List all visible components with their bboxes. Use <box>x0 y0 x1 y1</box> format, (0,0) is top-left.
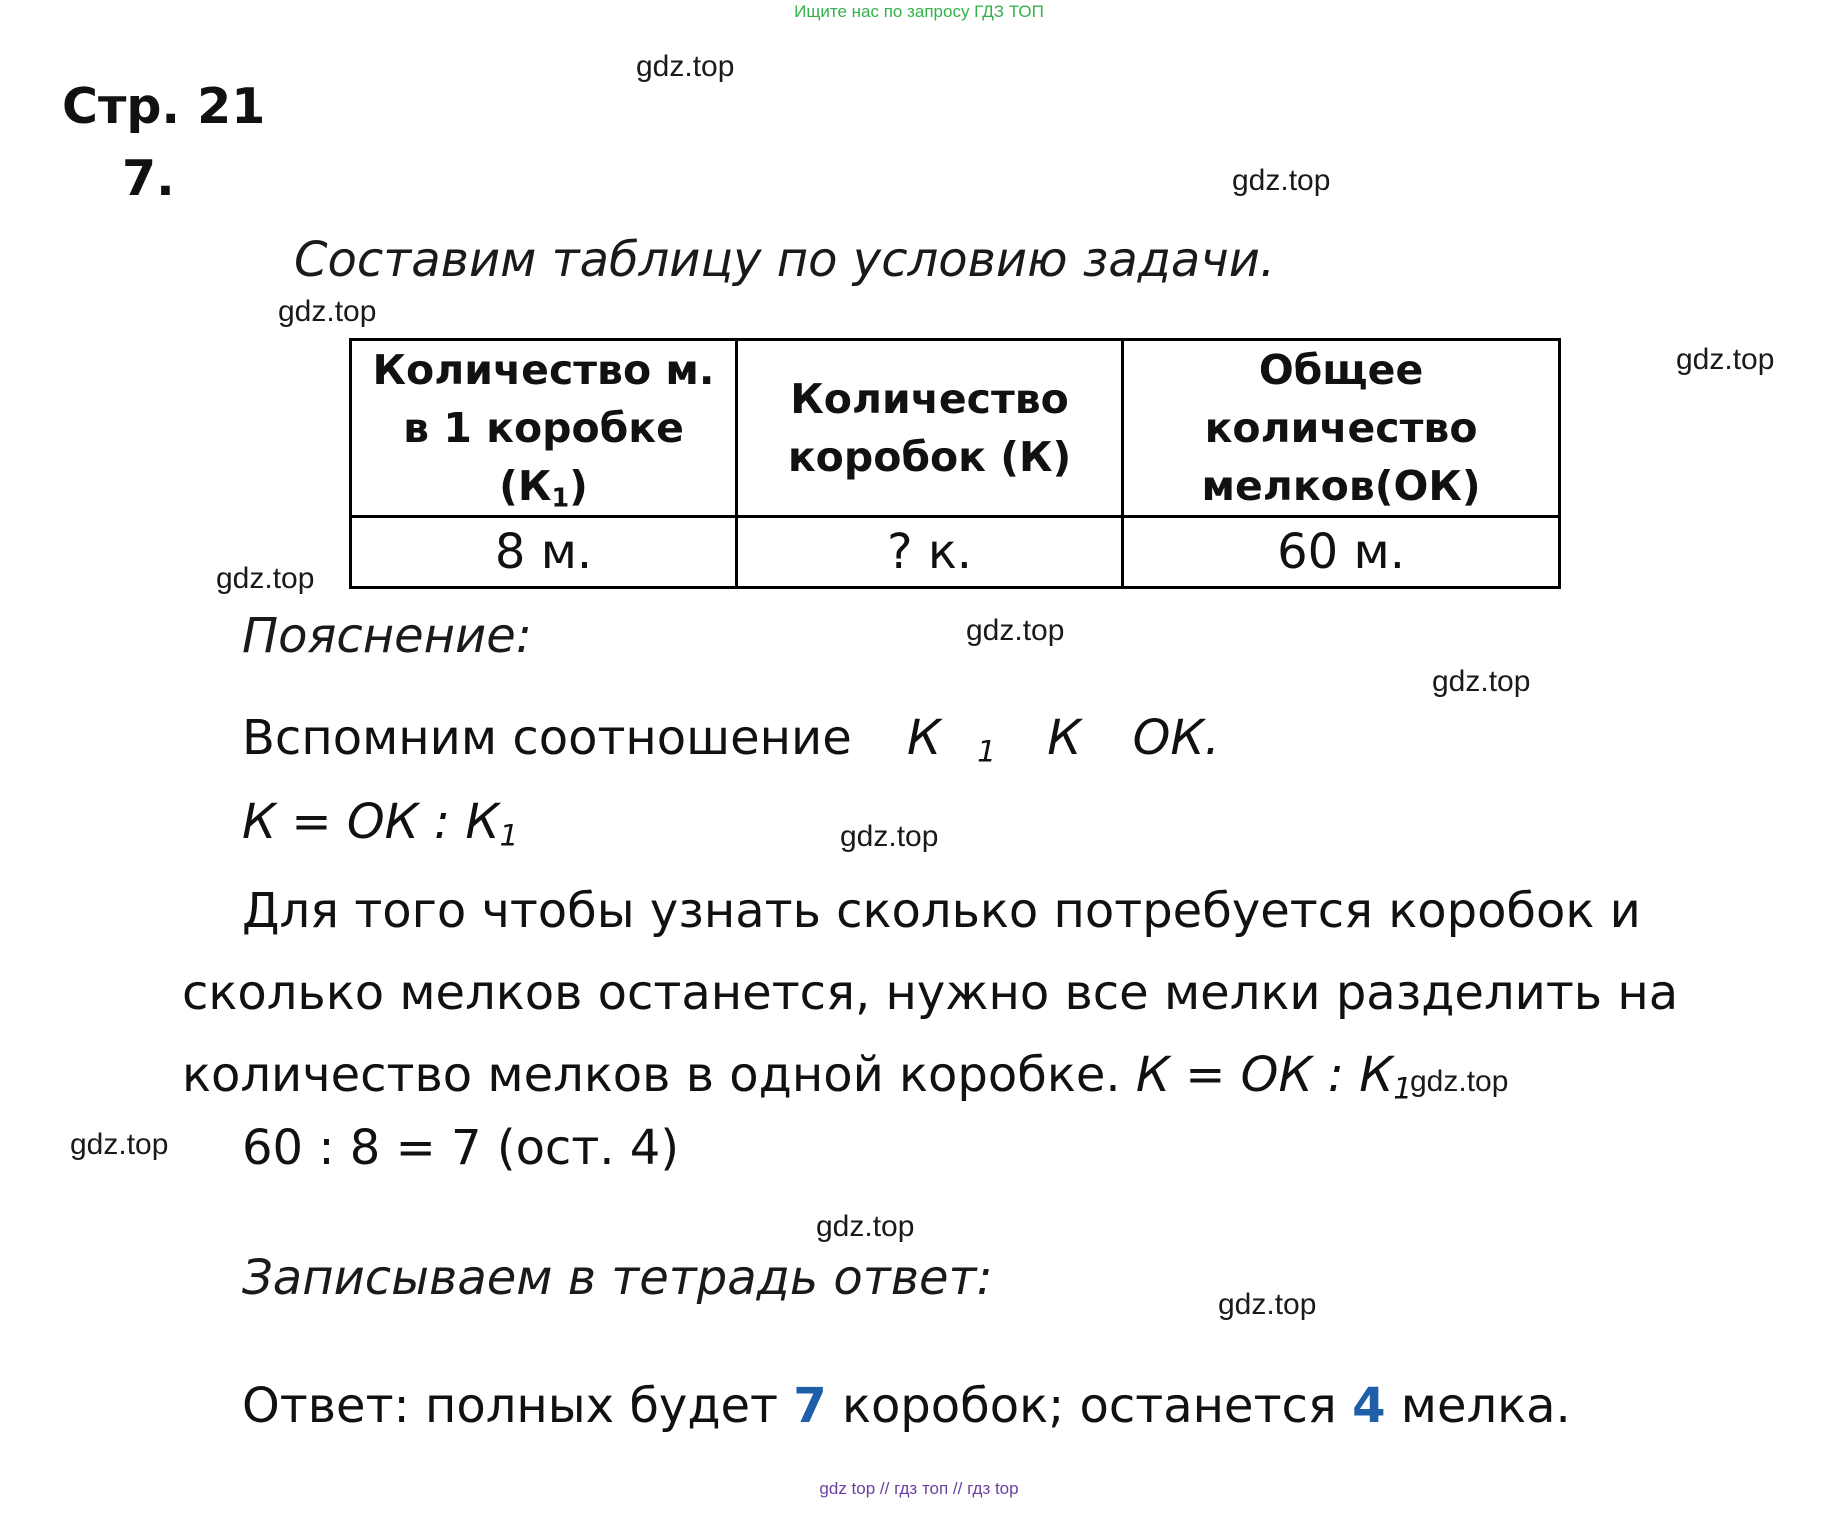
subscript: 1 <box>499 818 519 854</box>
table-header-cell <box>1123 340 1560 517</box>
page-reference: Стр. 21 <box>62 78 266 135</box>
watermark: gdz.top <box>1676 343 1775 376</box>
header-line: мелков(ОК) <box>1201 462 1481 510</box>
answer-text: мелка. <box>1385 1378 1571 1434</box>
answer-text: Ответ: полных будет <box>242 1378 794 1434</box>
header-line: Количество м. <box>372 346 715 394</box>
watermark: gdz.top <box>1218 1288 1317 1321</box>
header-line: Количество <box>790 375 1069 423</box>
explanation-title: Пояснение: <box>242 608 532 664</box>
paragraph-text: Для того чтобы узнать сколько потребуется коробок и сколько мелков останется, нужно все мелки разделить на количество мелков в одной коробке. <box>182 883 1679 1103</box>
top-search-banner[interactable]: Ищите нас по запросу ГДЗ ТОП <box>794 2 1044 21</box>
table-header-row <box>351 340 1560 517</box>
table-cell: 8 м. <box>351 517 737 588</box>
watermark: gdz.top <box>1410 1065 1509 1098</box>
table-header-cell <box>351 340 737 517</box>
header-line: коробок (К) <box>787 433 1072 481</box>
watermark: gdz.top <box>636 50 735 83</box>
answer-text: коробок; останется <box>826 1378 1353 1434</box>
answer-boxes-number: 7 <box>793 1378 827 1434</box>
table-row <box>351 517 1560 588</box>
watermark: gdz.top <box>966 614 1065 647</box>
watermark: gdz.top <box>278 295 377 328</box>
subscript: 1 <box>551 482 570 513</box>
formula <box>242 794 519 854</box>
watermark: gdz.top <box>1432 665 1531 698</box>
write-answer-title: Записываем в тетрадь ответ: <box>242 1250 993 1306</box>
subscript: 1 <box>1393 1071 1413 1107</box>
relation-var: ОК. <box>1132 710 1220 766</box>
watermark: gdz.top <box>216 562 315 595</box>
watermark: gdz.top <box>840 820 939 853</box>
header-tail: ) <box>569 462 588 510</box>
answer-remainder-number: 4 <box>1352 1378 1386 1434</box>
table-cell: ? к. <box>737 517 1123 588</box>
bottom-banner[interactable]: gdz top // гдз топ // гдз top <box>819 1479 1019 1498</box>
paragraph-formula <box>1135 1047 1413 1107</box>
subscript: 1 <box>977 734 997 770</box>
relation-vars <box>907 710 1256 770</box>
header-line: Общее количество <box>1204 346 1478 452</box>
header-line: в 1 коробке (К <box>403 404 684 510</box>
relation-var-text: К <box>907 710 942 766</box>
table-cell: 60 м. <box>1123 517 1560 588</box>
relation-var <box>907 710 997 770</box>
task-number: 7. <box>122 150 175 207</box>
watermark: gdz.top <box>816 1210 915 1243</box>
answer-line <box>242 1378 1571 1434</box>
relation-var: К <box>1047 710 1082 766</box>
relation-line <box>242 710 1256 770</box>
explanation-paragraph <box>182 870 1822 1116</box>
formula-text: К = ОК : К <box>242 794 500 850</box>
intro-text: Составим таблицу по условию задачи. <box>294 232 1276 288</box>
formula-text: К = ОК : К <box>1135 1047 1394 1103</box>
condition-table <box>349 338 1561 589</box>
watermark: gdz.top <box>70 1128 169 1161</box>
relation-label: Вспомним соотношение <box>242 710 852 766</box>
calculation: 60 : 8 = 7 (ост. 4) <box>242 1120 680 1176</box>
table-header-cell <box>737 340 1123 517</box>
watermark: gdz.top <box>1232 164 1331 197</box>
